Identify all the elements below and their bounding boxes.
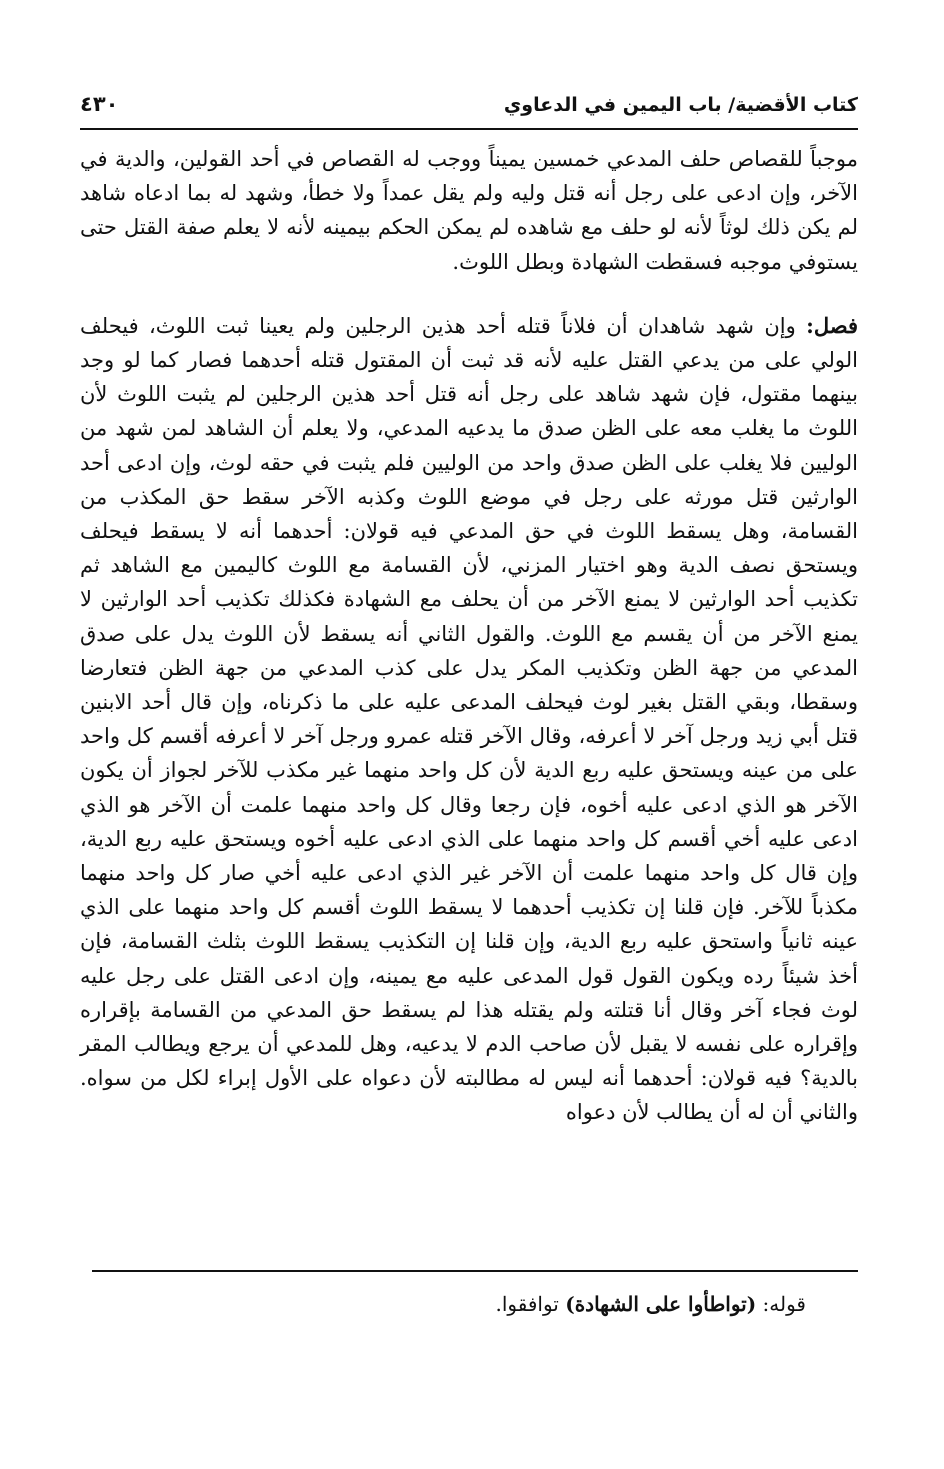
page-number: ٤٣٠ (80, 92, 119, 116)
section-label: فصل: (806, 312, 858, 338)
footnote-divider (92, 1270, 858, 1272)
footnote (80, 1292, 806, 1316)
header-divider (80, 128, 858, 130)
footnote-term: (تواطأوا على الشهادة) (565, 1292, 757, 1316)
paragraph-1: موجباً للقصاص حلف المدعي خمسين يميناً ووجب له القصاص في أحد القولين، والدية في الآخر، وإن ادعى على رجل أنه قتل وليه ولم يقل عمداً ولا خطأ، وشهد له بما ادعاه شاهد لم يكن ذلك لوثاً لأنه لو حلف مع شاهده لم يمكن الحكم بيمينه لأنه لا يعلم صفة القتل حتى يستوفي موجبه فسقطت الشهادة وبطل اللوث. (80, 147, 858, 274)
footnote-gloss: توافقوا. (495, 1292, 559, 1316)
running-header (80, 88, 858, 128)
footnote-lead: قوله: (762, 1292, 806, 1316)
paragraph-gap (80, 279, 858, 309)
main-text (80, 142, 858, 1130)
paragraph-2 (80, 309, 858, 1130)
header-title: كتاب الأقضية/ باب اليمين في الدعاوي (503, 94, 858, 116)
paragraph-2-text: وإن شهد شاهدان أن فلاناً قتله أحد هذين الرجلين ولم يعينا ثبت اللوث، فيحلف الولي على من يدعي القتل عليه لأنه قد ثبت أن المقتول قتله أحدهما فصار كما لو وجد بينهما مقتول، فإن شهد شاهد على رجل أنه قتل أحد هذين الرجلين لم يثبت اللوث لأن اللوث ما يغلب معه على الظن صدق ما يدعيه المدعي، ولا يعلم أن الشاهد لمن شهد من الوليين فلا يغلب على الظن صدق واحد من الوليين فلم يثبت في حقه لوث، وإن ادعى أحد الوارثين قتل مورثه على رجل في موضع اللوث وكذبه الآخر سقط حق المكذب من القسامة، وهل يسقط اللوث في حق المدعي فيه قولان: أحدهما أنه لا يسقط فيحلف ويستحق نصف الدية وهو اختيار المزني، لأن القسامة مع اللوث كاليمين مع الشاهد ثم تكذيب أحد الوارثين لا يمنع الآخر من أن يحلف مع الشهادة فكذلك تكذيب أحد الوارثين لا يمنع الآخر من أن يقسم مع اللوث. والقول الثاني أنه يسقط لأن اللوث يدل على صدق المدعي من جهة الظن وتكذيب المكر يدل على كذب المدعي من جهة الظن فتعارضا وسقطا، وبقي القتل بغير لوث فيحلف المدعى عليه على ما ذكرناه، وإن قال أحد الابنين قتل أبي زيد ورجل آخر لا أعرفه، وقال الآخر قتله عمرو ورجل آخر لا أعرفه أقسم كل واحد على من عينه ويستحق عليه ربع الدية لأن كل واحد منهما غير مكذب للآخر لجواز أن يكون الآخر هو الذي ادعى عليه أخوه، فإن رجعا وقال كل واحد منهما علمت أن الآخر هو الذي ادعى عليه أخي أقسم كل واحد منهما على الذي ادعى عليه أخوه ويستحق عليه ربع الدية، وإن قال كل واحد منهما علمت أن الآخر غير الذي ادعى عليه أخي صار كل واحد منهما مكذباً للآخر. فإن قلنا إن تكذيب أحدهما لا يسقط اللوث أقسم كل واحد منهما على الذي عينه ثانياً واستحق عليه ربع الدية، وإن قلنا إن التكذيب يسقط اللوث بثلث القسامة، فإن أخذ شيئاً رده ويكون القول قول المدعى عليه مع يمينه، وإن ادعى القتل على رجل عليه لوث فجاء آخر وقال أنا قتلته ولم يقتله هذا لم يسقط حق المدعي من القسامة بإقراره وإقراره على نفسه لا يقبل لأن صاحب الدم لا يدعيه، وهل للمدعي أن يرجع ويطالب المقر بالدية؟ فيه قولان: أحدهما أنه ليس له مطالبته لأن دعواه على الأول إبراء لكل من سواه. والثاني أن له أن يطالب لأن دعواه (80, 313, 858, 1125)
